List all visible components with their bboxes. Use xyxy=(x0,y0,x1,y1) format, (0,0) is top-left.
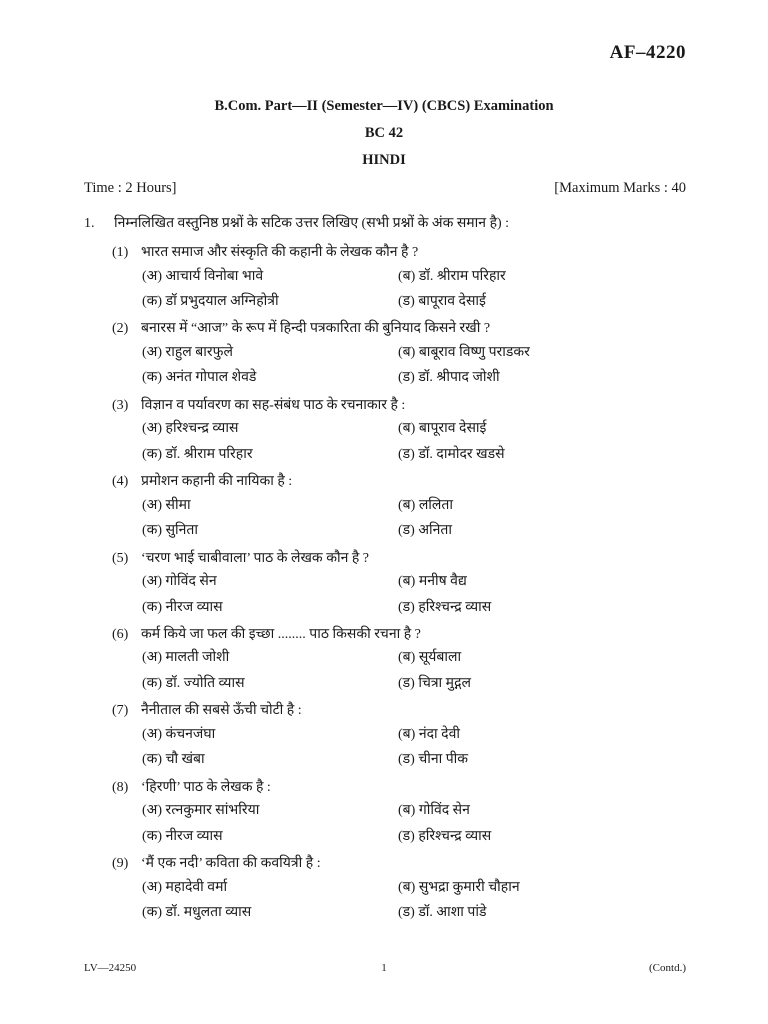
option-text: (अ) राहुल बारफुले xyxy=(142,344,233,360)
option-text: (अ) आचार्य विनोबा भावे xyxy=(142,268,264,284)
continued-label: (Contd.) xyxy=(649,962,686,974)
option-text: (ड) हरिश्चन्द्र व्यास xyxy=(398,828,492,844)
option-text: (ब) बापूराव देसाई xyxy=(398,421,487,437)
question-item xyxy=(112,316,702,392)
question-line xyxy=(112,775,702,801)
option-text: (ड) डॉ. दामोदर खडसे xyxy=(398,446,505,462)
option-text: (ड) बापूराव देसाई xyxy=(398,294,486,309)
option-text: (ड) चित्रा मुद्गल xyxy=(398,675,472,691)
option-row xyxy=(112,647,702,673)
option-row xyxy=(112,826,702,852)
option-text: (अ) सीमा xyxy=(142,497,191,513)
paper-code: AF–4220 xyxy=(609,42,686,63)
option-row xyxy=(112,266,702,292)
question-line xyxy=(112,622,702,648)
question-text: बनारस में “आज” के रूप में हिन्दी पत्रकारिता की बुनियाद किसने रखी ? xyxy=(141,321,491,337)
question-text: कर्म किये जा फल की इच्छा ........ पाठ किसकी रचना है ? xyxy=(141,626,421,642)
option-text: (अ) गोविंद सेन xyxy=(142,574,217,590)
question-line xyxy=(112,316,702,342)
option-text: (ड) अनिता xyxy=(398,523,453,539)
option-text: (क) अनंत गोपाल शेवडे xyxy=(142,370,257,386)
option-text: (अ) कंचनजंघा xyxy=(142,726,216,742)
option-text: (ब) ललिता xyxy=(398,497,454,513)
option-text: (ड) हरिश्चन्द्र व्यास xyxy=(398,599,492,615)
option-row xyxy=(112,902,702,928)
option-row xyxy=(112,367,702,393)
question-item xyxy=(112,851,702,927)
exam-title: B.Com. Part—II (Semester—IV) (CBCS) Examination xyxy=(214,98,554,114)
maximum-marks: [Maximum Marks : 40 xyxy=(554,180,686,196)
subject-title: HINDI xyxy=(362,152,406,168)
question-line xyxy=(112,851,702,877)
question-line xyxy=(112,469,702,495)
option-row xyxy=(112,342,702,368)
option-text: (ब) सूर्यबाला xyxy=(398,650,462,666)
option-text: (ब) मनीष वैद्य xyxy=(398,574,467,590)
question-number: (2) xyxy=(112,321,129,337)
question-item xyxy=(112,393,702,469)
question-number: (7) xyxy=(112,703,129,719)
option-text: (ड) डॉ. आशा पांडे xyxy=(398,905,487,921)
option-row xyxy=(112,597,702,623)
footer-code: LV—24250 xyxy=(84,962,137,974)
option-text: (ब) सुभद्रा कुमारी चौहान xyxy=(398,879,520,895)
question-text: ‘मैं एक नदी’ कविता की कवयित्री है : xyxy=(141,856,321,872)
question-number: (6) xyxy=(112,626,129,642)
option-text: (क) डॉ. श्रीराम परिहार xyxy=(142,446,253,462)
option-text: (क) डॉ प्रभुदयाल अग्निहोत्री xyxy=(142,294,279,309)
question-number: (3) xyxy=(112,397,129,413)
option-text: (ब) बाबूराव विष्णु पराडकर xyxy=(398,344,530,360)
question-number: (8) xyxy=(112,779,129,795)
option-text: (ब) डॉ. श्रीराम परिहार xyxy=(398,268,506,284)
option-text: (क) नीरज व्यास xyxy=(142,599,223,615)
option-text: (क) डॉ. मधुलता व्यास xyxy=(142,905,252,921)
question-text: प्रमोशन कहानी की नायिका है : xyxy=(141,474,293,490)
option-row xyxy=(112,673,702,699)
main-question xyxy=(84,213,509,232)
course-code: BC 42 xyxy=(364,125,404,141)
question-text: विज्ञान व पर्यावरण का सह-संबंध पाठ के रचनाकार है : xyxy=(141,397,406,413)
question-item xyxy=(112,622,702,698)
option-text: (क) सुनिता xyxy=(142,523,199,539)
option-row xyxy=(112,749,702,775)
option-row xyxy=(112,724,702,750)
question-number: (1) xyxy=(112,245,129,260)
option-text: (अ) हरिश्चन्द्र व्यास xyxy=(142,421,239,437)
option-text: (क) नीरज व्यास xyxy=(142,828,223,844)
option-row xyxy=(112,800,702,826)
question-line xyxy=(112,546,702,572)
question-item xyxy=(112,240,702,316)
main-question-text: निम्नलिखित वस्तुनिष्ठ प्रश्नों के सटिक उत्तर लिखिए (सभी प्रश्नों के अंक समान है) : xyxy=(114,216,510,231)
option-row xyxy=(112,495,702,521)
option-text: (ब) गोविंद सेन xyxy=(398,803,470,819)
page-number: 1 xyxy=(381,962,387,974)
option-text: (अ) मालती जोशी xyxy=(142,650,230,666)
option-text: (अ) रत्नकुमार सांभरिया xyxy=(142,803,260,819)
option-row xyxy=(112,571,702,597)
option-text: (क) डॉ. ज्योति व्यास xyxy=(142,675,245,691)
question-item xyxy=(112,775,702,851)
question-item xyxy=(112,546,702,622)
question-list xyxy=(112,240,702,928)
question-line xyxy=(112,393,702,419)
question-text: ‘हिरणी’ पाठ के लेखक है : xyxy=(141,779,271,795)
question-line xyxy=(112,698,702,724)
option-row xyxy=(112,418,702,444)
question-number: (9) xyxy=(112,856,129,872)
option-text: (ब) नंदा देवी xyxy=(398,726,460,742)
question-text: ‘चरण भाई चाबीवाला’ पाठ के लेखक कौन है ? xyxy=(141,550,369,566)
question-number: (4) xyxy=(112,474,129,490)
time-allowed: Time : 2 Hours] xyxy=(84,180,177,196)
option-row xyxy=(112,291,702,317)
option-text: (ड) चीना पीक xyxy=(398,752,469,768)
question-item xyxy=(112,698,702,774)
question-text: भारत समाज और संस्कृति की कहानी के लेखक कौन है ? xyxy=(141,245,419,260)
option-row xyxy=(112,877,702,903)
question-text: नैनीताल की सबसे ऊँची चोटी है : xyxy=(141,703,302,719)
question-number: (5) xyxy=(112,550,129,566)
question-line xyxy=(112,240,702,266)
option-row xyxy=(112,444,702,470)
option-text: (अ) महादेवी वर्मा xyxy=(142,879,228,895)
option-text: (क) चौ खंबा xyxy=(142,752,205,768)
main-question-number: 1. xyxy=(84,216,95,231)
question-item xyxy=(112,469,702,545)
option-text: (ड) डॉ. श्रीपाद जोशी xyxy=(398,370,500,386)
option-row xyxy=(112,520,702,546)
